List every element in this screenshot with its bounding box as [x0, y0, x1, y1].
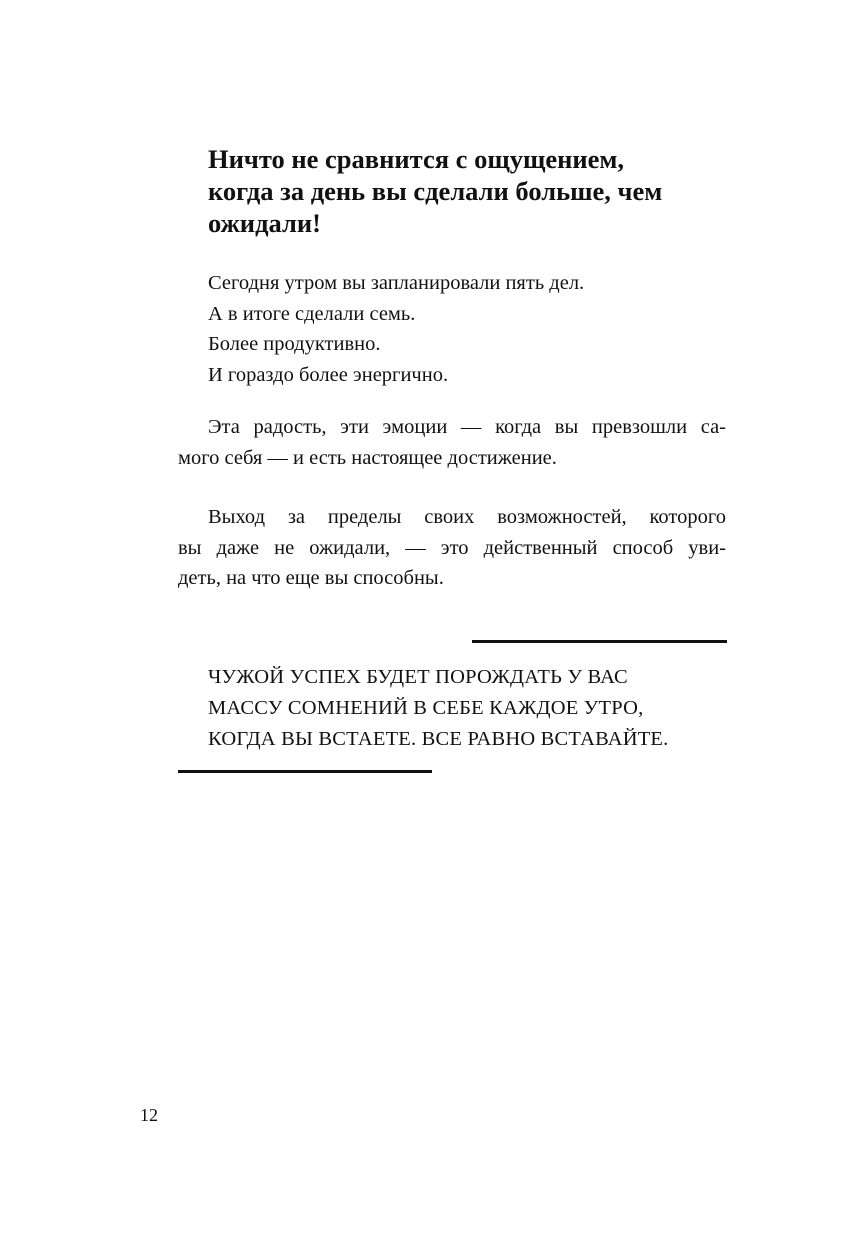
body-paragraph-limits — [178, 502, 726, 594]
chapter-heading — [208, 143, 748, 239]
quote-line: МАССУ СОМНЕНИЙ В СЕБЕ КАЖДОЕ УТРО, — [208, 697, 644, 719]
body-paragraph-achievement — [178, 412, 726, 473]
quote-line: КОГДА ВЫ ВСТАЕТЕ. ВСЕ РАВНО ВСТАВАЙТЕ. — [208, 728, 669, 750]
intro-paragraph — [208, 268, 584, 390]
paragraph-line: Эта радость, эти эмоции — когда вы превзошли са- — [208, 416, 726, 438]
pull-quote — [208, 662, 668, 755]
intro-line: Более продуктивно. — [208, 333, 381, 355]
paragraph-line: вы даже не ожидали, — это действенный способ уви- — [178, 536, 726, 559]
paragraph-line: деть, на что еще вы способны. — [178, 567, 444, 589]
intro-line: Сегодня утром вы запланировали пять дел. — [208, 272, 585, 294]
paragraph-line: Выход за пределы своих возможностей, которого — [208, 506, 726, 528]
quote-line: ЧУЖОЙ УСПЕХ БУДЕТ ПОРОЖДАТЬ У ВАС — [208, 666, 628, 688]
quote-bottom-rule — [178, 770, 432, 773]
intro-line: А в итоге сделали семь. — [208, 302, 416, 325]
heading-line: Ничто не сравнится с ощущением, — [208, 144, 625, 174]
quote-top-rule — [472, 640, 727, 643]
page-number: 12 — [140, 1105, 158, 1125]
paragraph-line: мого себя — и есть настоящее достижение. — [178, 446, 557, 469]
heading-line: когда за день вы сделали больше, чем — [208, 176, 663, 206]
intro-line: И гораздо более энергично. — [208, 363, 449, 386]
heading-line: ожидали! — [208, 208, 321, 238]
